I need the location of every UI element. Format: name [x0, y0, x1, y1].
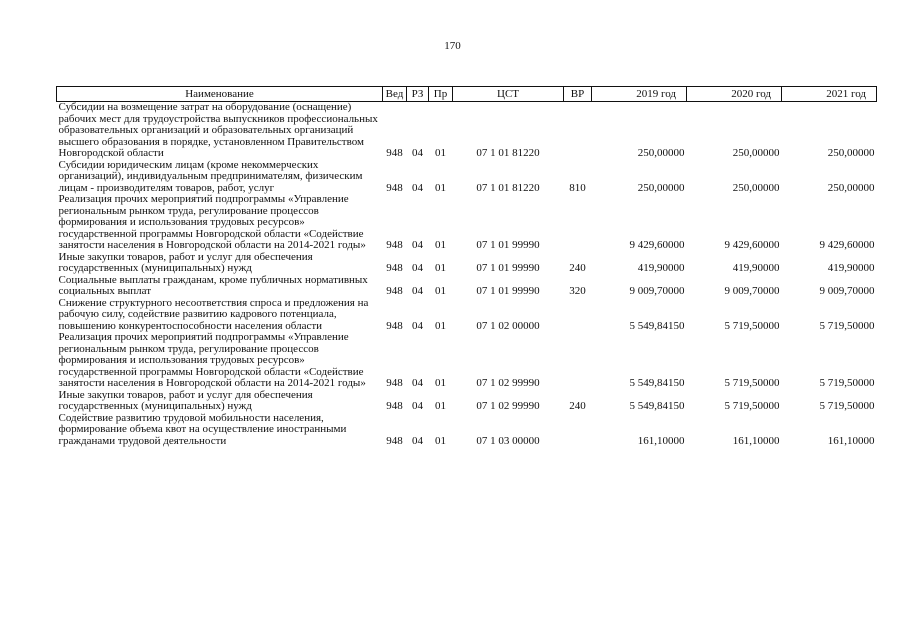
row-name: Снижение структурного несоответствия спроса и предложения на рабочую силу, содействие развитию кадрового потенциала, повышению конкурентоспособности населения области [58, 296, 369, 332]
row-pr: 01 [435, 434, 446, 447]
row-vr: 810 [569, 181, 586, 194]
row-rz: 04 [412, 285, 423, 297]
row-vr [564, 298, 592, 333]
row-pr: 01 [435, 147, 446, 159]
row-ved: 948 [386, 319, 403, 332]
row-ved: 948 [386, 400, 403, 412]
table-row [57, 252, 877, 275]
row-2019: 250,00000 [637, 181, 685, 194]
row-2020: 9 009,70000 [724, 285, 780, 297]
row-rz: 04 [412, 434, 423, 447]
row-cst: 07 1 03 00000 [476, 434, 540, 447]
row-2021: 250,00000 [827, 181, 875, 194]
row-vr: 240 [569, 262, 586, 274]
table-row [57, 413, 877, 448]
row-name: Реализация прочих мероприятий подпрограммы «Управление региональным рынком труда, регулирование процессов формирования и использования трудовых ресурсов» государственной программы Новгородской области «Содействие занятости населения в Новгородской области на 2014-2021 годы» [58, 331, 366, 389]
row-ved: 948 [386, 147, 403, 159]
row-2019: 9 009,70000 [629, 285, 685, 297]
row-ved: 948 [386, 262, 403, 274]
row-2021: 5 719,50000 [819, 319, 875, 332]
row-cst: 07 1 02 99990 [476, 377, 540, 389]
header-2019: 2019 год [592, 87, 687, 102]
row-pr: 01 [435, 285, 446, 297]
row-ved: 948 [386, 377, 403, 389]
header-cst: ЦСТ [453, 87, 564, 102]
row-2019: 419,90000 [637, 262, 685, 274]
row-name: Иные закупки товаров, работ и услуг для обеспечения государственных (муниципальных) нужд [58, 388, 313, 412]
row-name: Субсидии юридическим лицам (кроме некоммерческих организаций), индивидуальным предпринимателям, физическим лицам - производителям товаров, работ, услуг [58, 158, 363, 194]
row-2019: 250,00000 [637, 147, 685, 159]
row-2021: 161,10000 [827, 434, 875, 447]
row-vr: 240 [569, 400, 586, 412]
row-vr [564, 413, 592, 448]
row-ved: 948 [386, 181, 403, 194]
row-cst: 07 1 01 99990 [476, 239, 540, 251]
table-row [57, 275, 877, 298]
row-2019: 5 549,84150 [629, 400, 685, 412]
table-row [57, 298, 877, 333]
row-name: Социальные выплаты гражданам, кроме публичных нормативных социальных выплат [58, 273, 368, 297]
row-name: Субсидии на возмещение затрат на оборудование (оснащение) рабочих мест для трудоустройства выпускников профессиональных образовательных организаций и образовательных организаций высшего образования в порядке, установленном Правительством Новгородской области [58, 101, 378, 159]
budget-table [56, 86, 877, 447]
row-rz: 04 [412, 181, 423, 194]
row-cst: 07 1 02 00000 [476, 319, 540, 332]
row-ved: 948 [386, 239, 403, 251]
row-pr: 01 [435, 262, 446, 274]
row-rz: 04 [412, 400, 423, 412]
row-2019: 5 549,84150 [629, 319, 685, 332]
row-ved: 948 [386, 434, 403, 447]
row-cst: 07 1 01 99990 [476, 262, 540, 274]
row-2019: 161,10000 [637, 434, 685, 447]
header-vr: ВР [564, 87, 592, 102]
header-pr: Пр [429, 87, 453, 102]
row-2021: 9 009,70000 [819, 285, 875, 297]
row-2020: 5 719,50000 [724, 319, 780, 332]
row-rz: 04 [412, 147, 423, 159]
row-2019: 9 429,60000 [629, 239, 685, 251]
row-2019: 5 549,84150 [629, 377, 685, 389]
row-2020: 9 429,60000 [724, 239, 780, 251]
row-pr: 01 [435, 400, 446, 412]
row-2021: 9 429,60000 [819, 239, 875, 251]
row-2020: 250,00000 [732, 181, 780, 194]
row-pr: 01 [435, 319, 446, 332]
row-pr: 01 [435, 181, 446, 194]
row-vr: 320 [569, 285, 586, 297]
row-2021: 250,00000 [827, 147, 875, 159]
row-name: Содействие развитию трудовой мобильности населения, формирование объема квот на осуществление иностранными гражданами трудовой деятельности [58, 411, 347, 447]
row-cst: 07 1 01 81220 [476, 181, 540, 194]
row-vr [564, 194, 592, 252]
table-row [57, 332, 877, 390]
row-cst: 07 1 02 99990 [476, 400, 540, 412]
row-2021: 5 719,50000 [819, 377, 875, 389]
page-number: 170 [444, 40, 461, 52]
row-2020: 161,10000 [732, 434, 780, 447]
row-2021: 5 719,50000 [819, 400, 875, 412]
table-header-row [57, 87, 877, 102]
table-row [57, 102, 877, 160]
table-row [57, 194, 877, 252]
row-name: Иные закупки товаров, работ и услуг для обеспечения государственных (муниципальных) нужд [58, 250, 313, 274]
row-rz: 04 [412, 239, 423, 251]
row-name: Реализация прочих мероприятий подпрограммы «Управление региональным рынком труда, регулирование процессов формирования и использования трудовых ресурсов» государственной программы Новгородской области «Содействие занятости населения в Новгородской области на 2014-2021 годы» [58, 193, 366, 251]
header-ved: Вед [383, 87, 407, 102]
row-vr [564, 102, 592, 160]
header-name: Наименование [57, 87, 383, 102]
row-cst: 07 1 01 81220 [476, 147, 540, 159]
row-rz: 04 [412, 377, 423, 389]
row-2020: 250,00000 [732, 147, 780, 159]
header-2021: 2021 год [782, 87, 877, 102]
row-pr: 01 [435, 239, 446, 251]
row-pr: 01 [435, 377, 446, 389]
table-row [57, 390, 877, 413]
header-rz: РЗ [407, 87, 429, 102]
row-rz: 04 [412, 319, 423, 332]
row-ved: 948 [386, 285, 403, 297]
row-vr [564, 332, 592, 390]
row-2020: 5 719,50000 [724, 377, 780, 389]
row-2021: 419,90000 [827, 262, 875, 274]
row-rz: 04 [412, 262, 423, 274]
row-2020: 5 719,50000 [724, 400, 780, 412]
header-2020: 2020 год [687, 87, 782, 102]
table-row [57, 160, 877, 195]
row-cst: 07 1 01 99990 [476, 285, 540, 297]
row-2020: 419,90000 [732, 262, 780, 274]
